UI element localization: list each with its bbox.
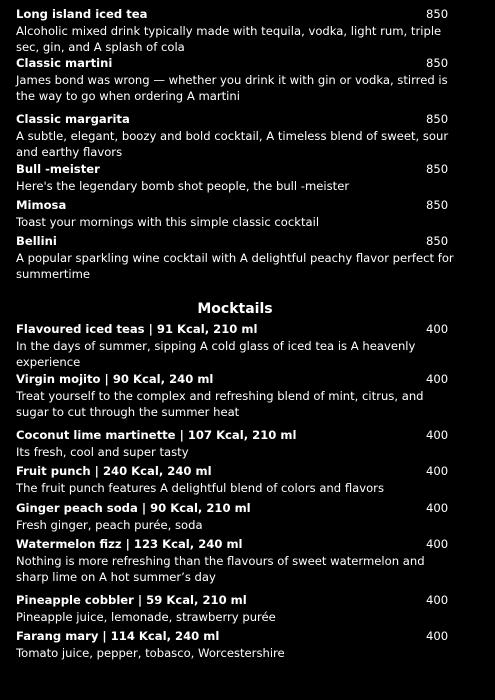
item-description: Fresh ginger, peach purée, soda: [16, 518, 203, 532]
item-name: Long island iced tea: [16, 7, 148, 21]
menu-item: [16, 463, 456, 496]
item-description: The fruit punch features A delightful blend of colors and flavors: [16, 481, 384, 495]
item-price: 400: [426, 464, 449, 478]
item-price: 400: [426, 629, 449, 643]
menu-item: [16, 371, 456, 420]
item-price: 400: [426, 322, 449, 336]
item-description: Its fresh, cool and super tasty: [16, 445, 189, 459]
item-name: Watermelon fizz | 123 Kcal, 240 ml: [16, 537, 243, 551]
item-description: A subtle, elegant, boozy and bold cocktail, A timeless blend of sweet, sour and earthy flavors: [16, 129, 449, 159]
item-price: 400: [426, 372, 449, 386]
item-price: 850: [426, 162, 449, 176]
item-name: Virgin mojito | 90 Kcal, 240 ml: [16, 372, 214, 386]
menu-item: [16, 55, 456, 104]
menu-item: [16, 233, 456, 282]
item-name: Ginger peach soda | 90 Kcal, 210 ml: [16, 501, 251, 515]
item-price: 850: [426, 7, 449, 21]
item-name: Mimosa: [16, 198, 67, 212]
menu-item: [16, 6, 456, 55]
item-price: 400: [426, 537, 449, 551]
item-name: Bull -meister: [16, 162, 100, 176]
item-description: Treat yourself to the complex and refreshing blend of mint, citrus, and sugar to cut through the summer heat: [16, 389, 424, 419]
item-description: A popular sparkling wine cocktail with A delightful peachy flavor perfect for summertime: [16, 251, 454, 281]
item-name: Flavoured iced teas | 91 Kcal, 210 ml: [16, 322, 258, 336]
menu-item: [16, 628, 456, 661]
item-price: 850: [426, 198, 449, 212]
section-title: Mocktails: [197, 301, 273, 317]
menu-item: [16, 500, 456, 533]
item-description: In the days of summer, sipping A cold glass of iced tea is A heavenly experience: [16, 339, 416, 369]
item-name: Coconut lime martinette | 107 Kcal, 210 ml: [16, 428, 297, 442]
item-description: Toast your mornings with this simple classic cocktail: [16, 215, 320, 229]
item-description: James bond was wrong — whether you drink it with gin or vodka, stirred is the way to go when ordering A martini: [16, 73, 448, 103]
item-name: Classic martini: [16, 56, 113, 70]
item-price: 850: [426, 112, 449, 126]
menu-item: [16, 427, 456, 460]
item-price: 850: [426, 234, 449, 248]
menu-item: [16, 197, 456, 230]
menu-item: [16, 536, 456, 585]
item-name: Pineapple cobbler | 59 Kcal, 210 ml: [16, 593, 247, 607]
item-name: Fruit punch | 240 Kcal, 240 ml: [16, 464, 212, 478]
menu-item: [16, 161, 456, 194]
item-price: 850: [426, 56, 449, 70]
item-price: 400: [426, 593, 449, 607]
menu-item: [16, 592, 456, 625]
item-description: Tomato juice, pepper, tobasco, Worcestershire: [16, 646, 285, 660]
menu-item: [16, 111, 456, 160]
item-description: Pineapple juice, lemonade, strawberry purée: [16, 610, 276, 624]
item-description: Alcoholic mixed drink typically made with tequila, vodka, light rum, triple sec, gin, and A splash of cola: [16, 24, 442, 54]
item-name: Classic margarita: [16, 112, 130, 126]
item-price: 400: [426, 428, 449, 442]
item-name: Bellini: [16, 234, 57, 248]
item-name: Farang mary | 114 Kcal, 240 ml: [16, 629, 220, 643]
item-description: Here's the legendary bomb shot people, the bull -meister: [16, 179, 350, 193]
menu-item: [16, 321, 456, 370]
item-description: Nothing is more refreshing than the flavours of sweet watermelon and sharp lime on A hot summer’s day: [16, 554, 425, 584]
item-price: 400: [426, 501, 449, 515]
